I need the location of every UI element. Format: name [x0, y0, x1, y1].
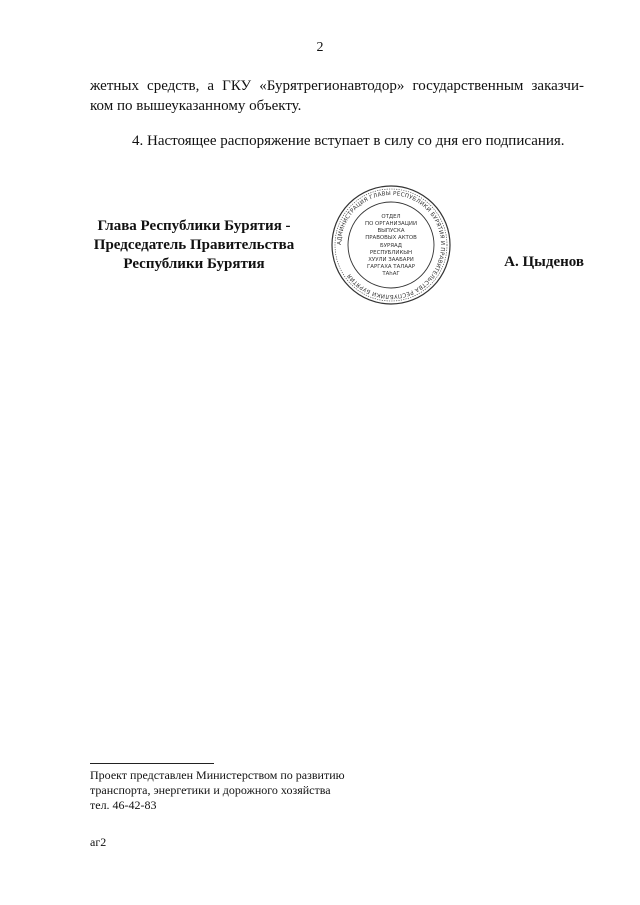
seal-center-line: БУРЯАД — [380, 243, 402, 249]
paragraph-budget-customer — [90, 76, 584, 116]
seal-center-line: ВЫПУСКА — [377, 228, 405, 234]
seal-center-line: ХУУЛИ ЗААБАРИ — [368, 257, 414, 263]
seal-center-line: ОТДЕЛ — [381, 214, 401, 220]
paragraph-line: ком по вышеуказанному объекту. — [90, 98, 302, 114]
seal-center-line: РЕСПУБЛИКЫН — [369, 250, 413, 256]
document-code: аг2 — [90, 835, 107, 849]
footnote-divider — [90, 763, 214, 764]
footnote — [90, 768, 450, 813]
seal-center-line: ПО ОРГАНИЗАЦИИ — [365, 221, 417, 227]
signatory-title-line: Глава Республики Бурятия - — [97, 218, 291, 234]
seal-outer-text: АДМИНИСТРАЦИЯ ГЛАВЫ РЕСПУБЛИКИ БУРЯТИЯ И ПРАВИТЕЛЬСТВА РЕСПУБЛИКИ БУРЯТИЯ — [336, 190, 446, 300]
signatory-title — [80, 217, 308, 274]
footnote-line: Проект представлен Министерством по развитию — [90, 768, 345, 782]
signatory-name: А. Цыденов — [504, 254, 584, 270]
signatory-title-line: Председатель Правительства — [93, 237, 295, 253]
seal-center-line: ТАһАГ — [382, 271, 400, 277]
seal-center-line: ГАРГАХА ТАЛААР — [367, 264, 415, 270]
paragraph-effective-date: 4. Настоящее распоряжение вступает в силу со дня его подписания. — [132, 133, 565, 149]
paragraph-line: жетных средств, а ГКУ «Бурятрегионавтодор» государственным заказчи- — [90, 78, 584, 94]
footnote-line: транспорта, энергетики и дорожного хозяйства — [90, 783, 331, 797]
signatory-title-line: Республики Бурятия — [123, 256, 265, 272]
page-number: 2 — [316, 40, 324, 55]
official-seal-stamp — [330, 184, 452, 306]
seal-center-line: ПРАВОВЫХ АКТОВ — [365, 235, 417, 241]
footnote-line: тел. 46-42-83 — [90, 798, 157, 812]
